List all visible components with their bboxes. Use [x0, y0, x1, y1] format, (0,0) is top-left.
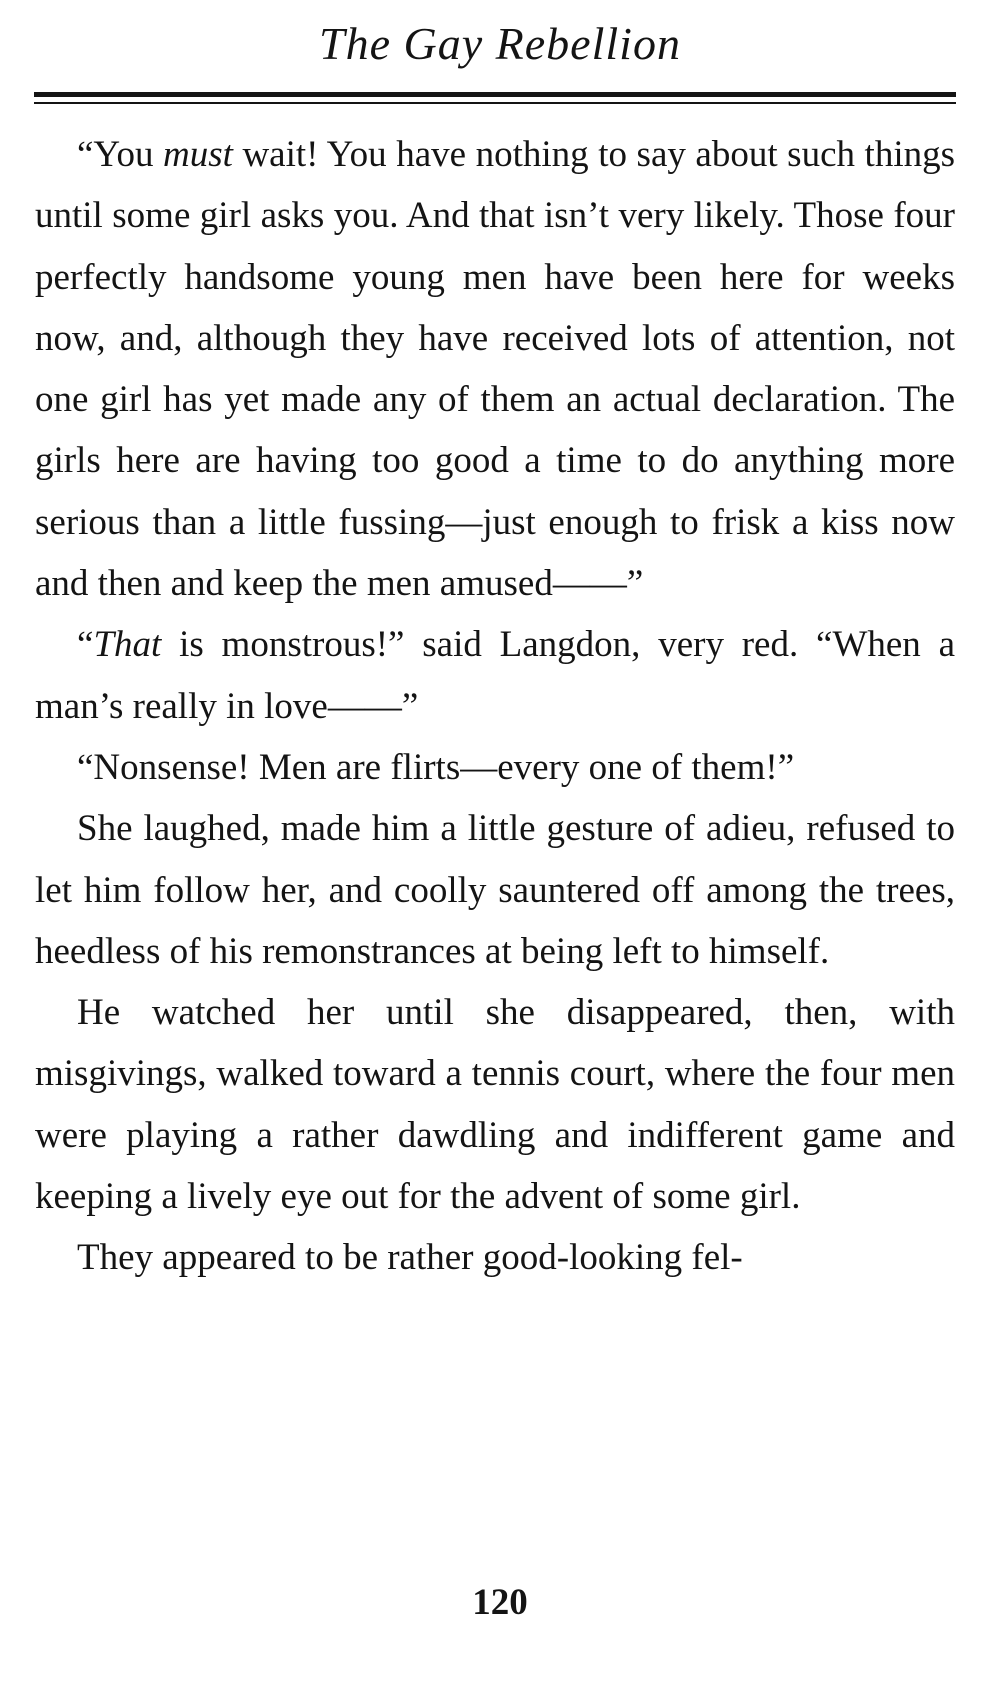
paragraph-3: “Nonsense! Men are flirts—every one of them!”: [77, 746, 795, 788]
header-rule-thick: [34, 92, 956, 97]
page-number: 120: [472, 1582, 528, 1623]
running-title: The Gay Rebellion: [319, 18, 681, 69]
body-text: [35, 124, 955, 1289]
paragraph-2-rest: is monstrous!” said Langdon, very red. “When a man’s really in love——”: [35, 624, 955, 727]
paragraph-2-start: “: [77, 624, 94, 666]
paragraph-2: [35, 614, 955, 737]
emphasis-that: That: [93, 624, 162, 666]
paragraph-5: He watched her until she disappeared, then, with misgivings, walked toward a tennis court, where the four men were playing a rather dawdling and indifferent game and keeping a lively eye out for the advent of some girl.: [35, 992, 955, 1218]
paragraph-1-start: “You: [77, 134, 163, 175]
paragraph-4: She laughed, made him a little gesture of adieu, refused to let him follow her, and coolly sauntered off among the trees, heedless of his remonstrances at being left to himself.: [35, 808, 955, 972]
emphasis-must: must: [163, 134, 233, 175]
paragraph-1: [35, 124, 955, 614]
header-rule-thin: [34, 102, 956, 104]
paragraph-6: They appeared to be rather good-looking fel-: [77, 1237, 743, 1279]
paragraph-1-rest: wait! You have nothing to say about such things until some girl asks you. And that isn’t very likely. Those four perfectly handsome young men have been here for weeks now, and, although they have received lots of attention, not one girl has yet made any of them an actual declaration. The girls here are having too good a time to do anything more serious than a little fussing—just enough to frisk a kiss now and then and keep the men amused——”: [35, 134, 955, 605]
